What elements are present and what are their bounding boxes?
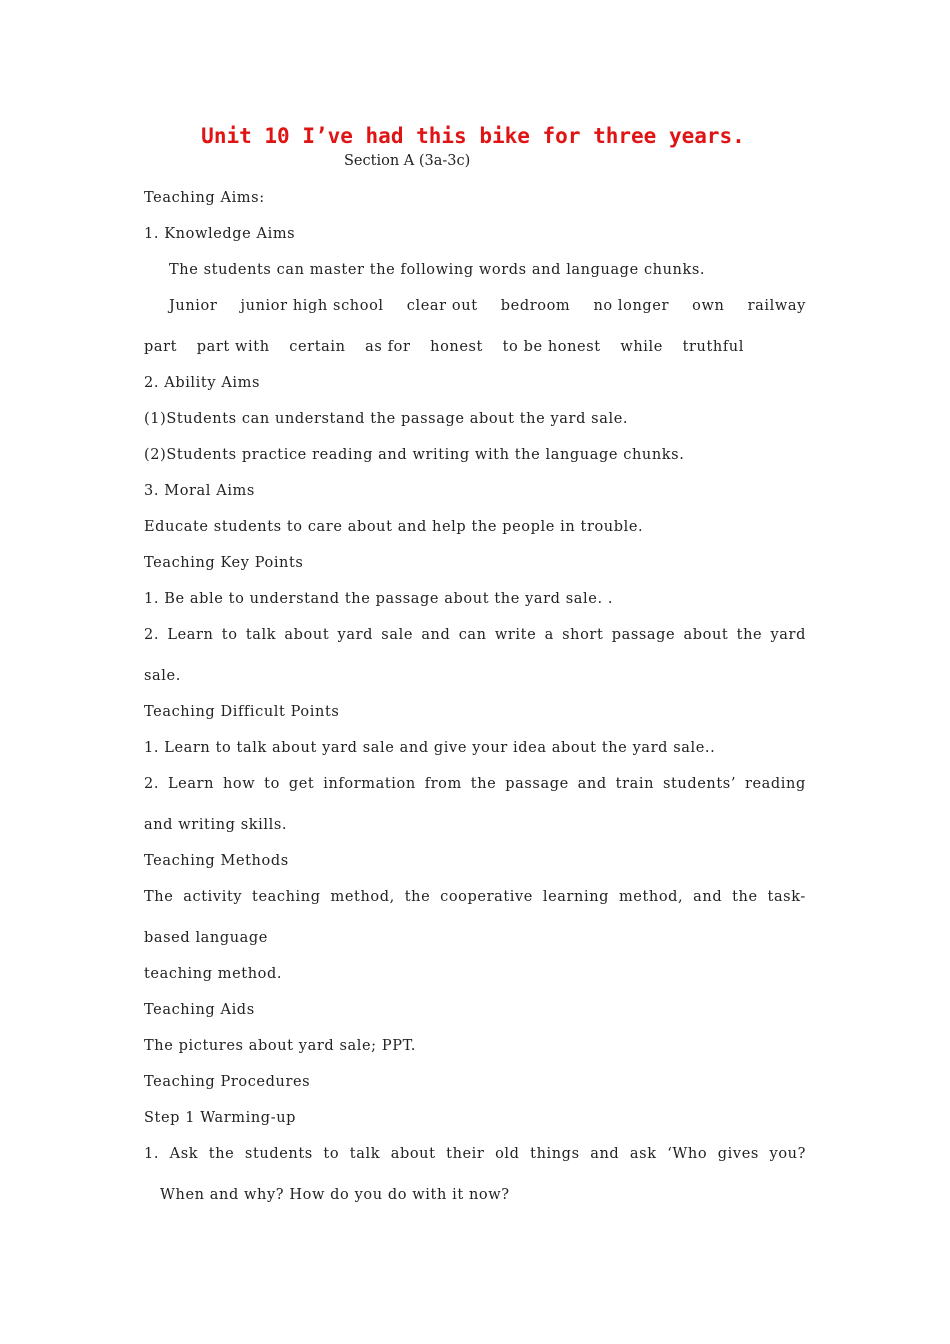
vocab-word: to be honest (502, 339, 601, 355)
moral-aims-heading: 3. Moral Aims (144, 483, 255, 499)
vocab-word: no longer (593, 298, 670, 314)
word: their (446, 1146, 485, 1162)
word: write (494, 627, 537, 643)
word: to (264, 776, 280, 792)
word: passage (505, 776, 569, 792)
difficult-point-item: 1. Learn to talk about yard sale and give your idea about the yard sale.. (144, 740, 716, 756)
aids-text: The pictures about yard sale; PPT. (144, 1038, 416, 1054)
word: yard (770, 627, 806, 643)
word: passage (611, 627, 676, 643)
vocab-word: own (692, 298, 725, 314)
word: about (284, 627, 330, 643)
word: and (577, 776, 607, 792)
word: and (421, 627, 451, 643)
word: the (208, 1146, 235, 1162)
word: to (323, 1146, 340, 1162)
word: you? (769, 1146, 806, 1162)
word: a (544, 627, 554, 643)
vocabulary-line-1 (169, 297, 806, 315)
word: things (530, 1146, 580, 1162)
word: get (288, 776, 315, 792)
word: and (693, 889, 723, 905)
key-points-heading: Teaching Key Points (144, 555, 304, 571)
word: and (590, 1146, 620, 1162)
word: can (458, 627, 487, 643)
vocab-word: railway (747, 298, 806, 314)
word: ‘Who (667, 1146, 708, 1162)
document-title: Unit 10 I’ve had this bike for three years. (201, 124, 745, 148)
word: about (390, 1146, 436, 1162)
word: method, (330, 889, 395, 905)
word: the (470, 776, 497, 792)
word: train (615, 776, 655, 792)
word: the (736, 627, 763, 643)
word: 2. (144, 627, 160, 643)
vocab-word: while (620, 339, 663, 355)
word: learning (542, 889, 610, 905)
word: the (404, 889, 431, 905)
word: yard (337, 627, 373, 643)
word: ask (629, 1146, 657, 1162)
knowledge-aims-intro: The students can master the following words and language chunks. (169, 262, 706, 278)
vocab-word: bedroom (500, 298, 571, 314)
word: short (562, 627, 604, 643)
vocab-word: junior high school (240, 298, 384, 314)
methods-heading: Teaching Methods (144, 853, 289, 869)
vocab-word: truthful (682, 339, 744, 355)
teaching-aims-heading: Teaching Aims: (144, 190, 265, 206)
word: about (683, 627, 729, 643)
word: task- (767, 889, 806, 905)
ability-aims-heading: 2. Ability Aims (144, 375, 261, 391)
difficult-point-continuation: and writing skills. (144, 817, 288, 833)
methods-line: based language (144, 930, 268, 946)
word: method, (618, 889, 684, 905)
moral-aims-text: Educate students to care about and help the people in trouble. (144, 519, 644, 535)
word: cooperative (440, 889, 533, 905)
vocab-word: part with (196, 339, 270, 355)
procedures-heading: Teaching Procedures (144, 1074, 311, 1090)
procedure-item-continuation: When and why? How do you do with it now? (160, 1187, 510, 1203)
word: to (221, 627, 238, 643)
vocab-word: part (144, 339, 178, 355)
key-point-item: 1. Be able to understand the passage about the yard sale. . (144, 591, 614, 607)
word: old (495, 1146, 520, 1162)
word: 1. (144, 1146, 160, 1162)
methods-line (144, 888, 806, 906)
word: activity (183, 889, 243, 905)
word: teaching (252, 889, 321, 905)
word: how (222, 776, 256, 792)
word: gives (717, 1146, 759, 1162)
vocabulary-line-2 (144, 338, 744, 356)
step-heading: Step 1 Warming-up (144, 1110, 297, 1126)
key-point-continuation: sale. (144, 668, 181, 684)
document-subtitle: Section A (3a-3c) (344, 153, 471, 169)
vocab-word: as for (365, 339, 411, 355)
procedure-item (144, 1145, 806, 1163)
word: talk (245, 627, 277, 643)
word: students’ (662, 776, 737, 792)
ability-aim-item: (1)Students can understand the passage about the yard sale. (144, 411, 629, 427)
vocab-word: Junior (169, 298, 218, 314)
difficult-point-item (144, 775, 806, 793)
word: talk (349, 1146, 381, 1162)
vocab-word: honest (430, 339, 483, 355)
difficult-points-heading: Teaching Difficult Points (144, 704, 340, 720)
word: students (244, 1146, 313, 1162)
word: from (424, 776, 462, 792)
vocab-word: certain (289, 339, 346, 355)
word: Ask (169, 1146, 199, 1162)
aids-heading: Teaching Aids (144, 1002, 255, 1018)
word: reading (744, 776, 806, 792)
key-point-item (144, 626, 806, 644)
word: The (144, 889, 174, 905)
word: the (732, 889, 758, 905)
word: information (323, 776, 416, 792)
word: sale (381, 627, 414, 643)
ability-aim-item: (2)Students practice reading and writing with the language chunks. (144, 447, 685, 463)
word: 2. (144, 776, 160, 792)
word: Learn (167, 776, 215, 792)
vocab-word: clear out (406, 298, 478, 314)
methods-line: teaching method. (144, 966, 283, 982)
knowledge-aims-heading: 1. Knowledge Aims (144, 226, 296, 242)
word: Learn (167, 627, 214, 643)
